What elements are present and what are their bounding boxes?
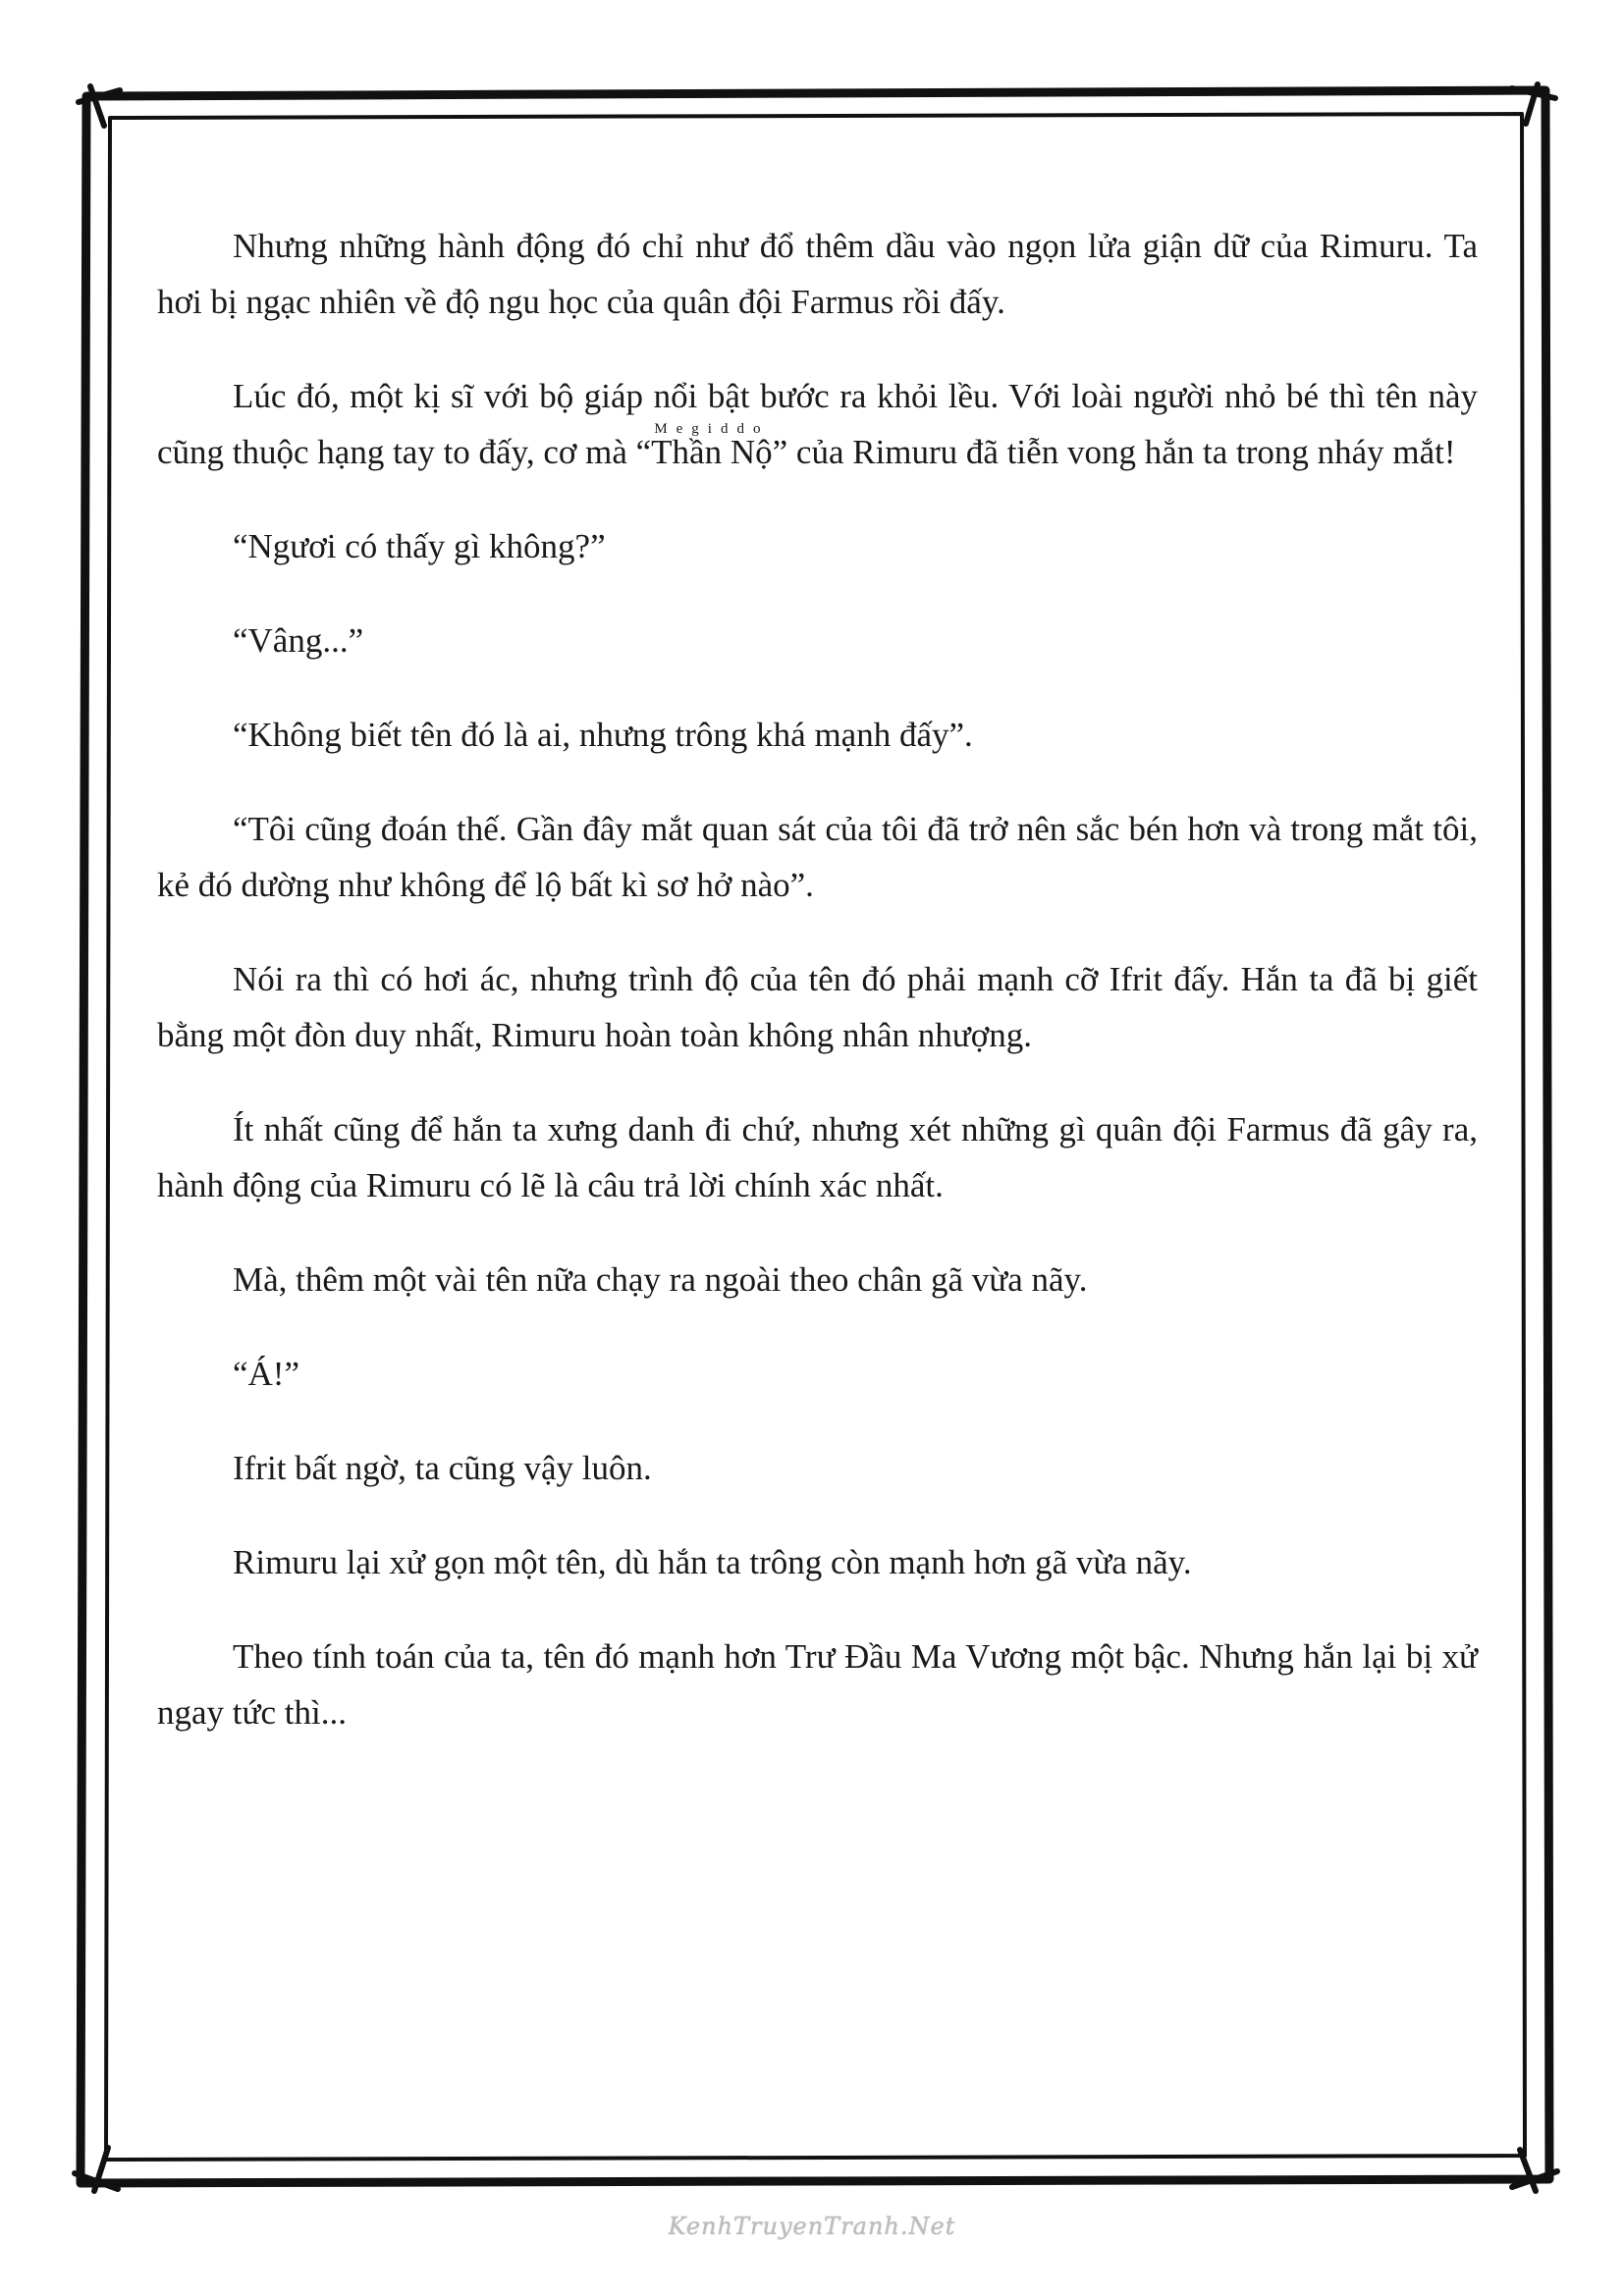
watermark: KenhTruyenTranh.Net — [668, 2213, 956, 2240]
dialogue-2: “Vâng...” — [233, 621, 364, 660]
paragraph-9: Mà, thêm một vài tên nữa chạy ra ngoài theo chân gã vừa nãy. — [233, 1260, 1088, 1299]
paragraph-2-after: ” của Rimuru đã tiễn vong hắn ta trong nháy mắt! — [772, 433, 1456, 471]
dialogue-4: “Tôi cũng đoán thế. Gần đây mắt quan sát của tôi đã trở nên sắc bén hơn và trong mắt tôi, kẻ đó dường như không để lộ bất kì sơ hở nào”. — [157, 810, 1478, 904]
paragraph-13: Theo tính toán của ta, tên đó mạnh hơn Trư Đầu Ma Vương một bậc. Nhưng hắn lại bị xử ngay tức thì... — [157, 1637, 1478, 1732]
dialogue-5: “Á!” — [233, 1355, 300, 1393]
paragraph-7: Nói ra thì có hơi ác, nhưng trình độ của tên đó phải mạnh cỡ Ifrit đấy. Hắn ta đã bị giết bằng một đòn duy nhất, Rimuru hoàn toàn không nhân nhượng. — [157, 960, 1478, 1054]
paragraph-2 — [157, 368, 1478, 480]
paragraph-12: Rimuru lại xử gọn một tên, dù hắn ta trông còn mạnh hơn gã vừa nãy. — [233, 1543, 1192, 1581]
paragraph-11: Ifrit bất ngờ, ta cũng vậy luôn. — [233, 1449, 652, 1487]
paragraph-1: Nhưng những hành động đó chỉ như đổ thêm dầu vào ngọn lửa giận dữ của Rimuru. Ta hơi bị ngạc nhiên về độ ngu học của quân đội Farmus rồi đấy. — [157, 227, 1478, 321]
ruby-reading: Megiddo — [651, 421, 773, 437]
paragraph-2-before: Lúc đó, một kị sĩ với bộ giáp nổi bật bước ra khỏi lều. Với loài người nhỏ bé thì tên này cũng thuộc hạng tay to đấy, cơ mà “ — [157, 377, 1478, 471]
dialogue-1: “Ngươi có thấy gì không?” — [233, 527, 606, 565]
dialogue-3: “Không biết tên đó là ai, nhưng trông khá mạnh đấy”. — [233, 716, 973, 754]
ruby-annotation — [651, 421, 773, 471]
body-text — [157, 218, 1478, 1779]
ruby-base: Thần Nộ — [651, 433, 773, 471]
paragraph-8: Ít nhất cũng để hắn ta xưng danh đi chứ, nhưng xét những gì quân đội Farmus đã gây ra, hành động của Rimuru có lẽ là câu trả lời chính xác nhất. — [157, 1110, 1478, 1204]
